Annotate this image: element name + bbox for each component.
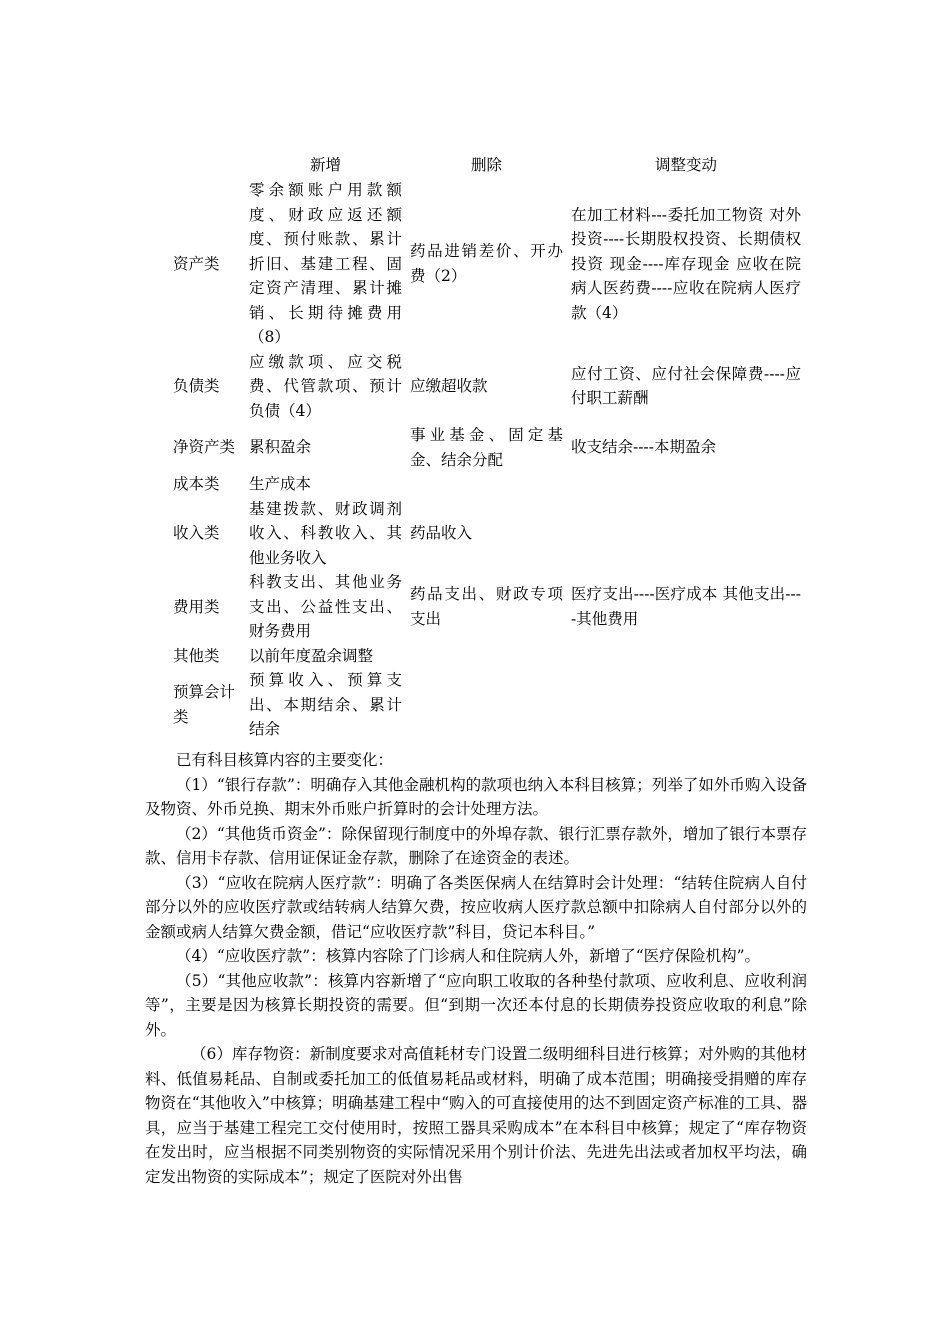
- row-category: 预算会计类: [173, 683, 236, 726]
- row-category: 资产类: [173, 254, 220, 273]
- row-added: 科教支出、其他业务支出、公益性支出、财务费用: [249, 573, 402, 640]
- row-deleted: [406, 644, 567, 669]
- header-category: [165, 150, 245, 178]
- table-row: [165, 178, 805, 350]
- row-category: 费用类: [173, 597, 220, 616]
- paragraph-item-6: （6）库存物资：新制度要求对高值耗材专门设置二级明细科目进行核算；对外购的其他材料、低值易耗品、自制或委托加工的低值易耗品或材料，明确了成本范围；明确接受捐赠的库存物资在“其他收入”中核算；明确基建工程中“购入的可直接使用的达不到固定资产标准的工具、器具，应当于基建工程完工交付使用时，按照工器具采购成本”在本科目中核算；规定了“库存物资在发出时，应当根据不同类别物资的实际情况采用个别计价法、先进先出法或者加权平均法，确定发出物资的实际成本”；规定了医院对外出售: [145, 1045, 807, 1186]
- row-added: 零余额账户用款额度、财政应返还额度、预付账款、累计折旧、基建工程、固定资产清理、累计摊销、长期待摊费用（8）: [249, 181, 402, 346]
- header-adjusted: 调整变动: [654, 156, 717, 174]
- table-row: [165, 497, 805, 571]
- table-row: [165, 350, 805, 424]
- paragraph-item-3: （3）“应收在院病人医疗款”：明确了各类医保病人在结算时会计处理：“结转住院病人自付部分以外的应收医疗款或结转病人结算欠费，按应收病人医疗款总额中扣除病人自付部分以外的金额或病人结算欠费金额，借记“应收医疗款”科目，贷记本科目。”: [145, 873, 807, 941]
- paragraph-item-1: （1）“银行存款”：明确存入其他金融机构的款项也纳入本科目核算；列举了如外币购入设备及物资、外币兑换、期末外币账户折算时的会计处理方法。: [145, 775, 807, 818]
- row-adjusted: [567, 497, 805, 571]
- row-added: 生产成本: [249, 475, 312, 493]
- row-adjusted: [567, 472, 805, 497]
- subject-changes-table: [165, 150, 805, 742]
- row-adjusted: 应付工资、应付社会保障费----应付职工薪酬: [571, 364, 801, 408]
- row-category: 成本类: [173, 475, 220, 493]
- row-adjusted: [567, 644, 805, 669]
- table-header-row: [165, 150, 805, 178]
- row-adjusted: 收支结余----本期盈余: [571, 438, 716, 457]
- row-deleted: 药品收入: [410, 524, 473, 542]
- row-deleted: 药品进销差价、开办费（2）: [410, 242, 563, 285]
- body-text: [145, 748, 807, 1189]
- header-added: 新增: [309, 156, 341, 174]
- row-adjusted: [567, 668, 805, 742]
- row-category: 负债类: [173, 377, 220, 395]
- header-deleted: 删除: [470, 156, 502, 174]
- row-deleted: 应缴超收款: [410, 377, 488, 395]
- row-added: 累积盈余: [249, 438, 312, 457]
- row-category: 其他类: [173, 646, 220, 665]
- row-category: 净资产类: [173, 438, 236, 457]
- row-added: 以前年度盈余调整: [249, 646, 374, 665]
- row-adjusted: 在加工材料---委托加工物资 对外投资----长期股权投资、长期债权投资 现金----库存现金 应收在院病人医药费----应收在院病人医疗款（4）: [571, 205, 801, 322]
- section-lead: 已有科目核算内容的主要变化：: [176, 751, 394, 769]
- paragraph-item-5: （5）“其他应收款”：核算内容新增了“应向职工收取的各种垫付款项、应收利息、应收利润等”，主要是因为核算长期投资的需要。但“到期一次还本付息的长期债券投资应收取的利息”除外。: [145, 971, 807, 1039]
- paragraph-item-4: （4）“应收医疗款”：核算内容除了门诊病人和住院病人外，新增了“医疗保险机构”。: [176, 947, 761, 965]
- row-added: 应缴款项、应交税费、代管款项、预计负债（4）: [249, 352, 402, 420]
- table-row: [165, 423, 805, 472]
- row-added: 预算收入、预算支出、本期结余、累计结余: [249, 671, 402, 738]
- table-row: [165, 570, 805, 644]
- table-row: [165, 472, 805, 497]
- row-added: 基建拨款、财政调剂收入、科教收入、其他业务收入: [249, 499, 402, 567]
- table-row: [165, 668, 805, 742]
- row-category: 收入类: [173, 524, 220, 542]
- row-deleted: 事业基金、固定基金、结余分配: [410, 426, 563, 469]
- row-deleted: [406, 472, 567, 497]
- table-row: [165, 644, 805, 669]
- row-deleted: 药品支出、财政专项支出: [410, 585, 563, 628]
- paragraph-item-2: （2）“其他货币资金”：除保留现行制度中的外埠存款、银行汇票存款外，增加了银行本票存款、信用卡存款、信用证保证金存款，删除了在途资金的表述。: [145, 824, 807, 867]
- row-adjusted: 医疗支出----医疗成本 其他支出----其他费用: [571, 585, 801, 628]
- row-deleted: [406, 668, 567, 742]
